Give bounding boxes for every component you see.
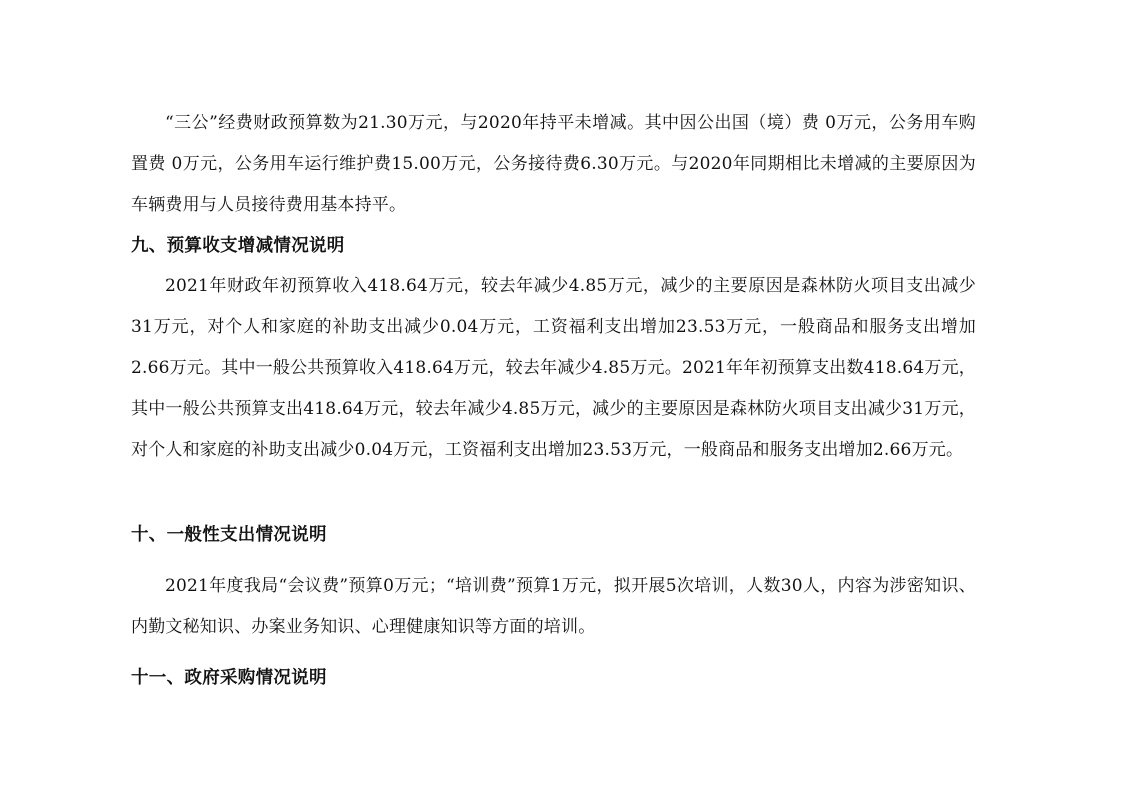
section-heading-general-expenditure: 十、一般性支出情况说明 [131, 525, 327, 545]
paragraph-budget-changes: 2021年财政年初预算收入418.64万元，较去年减少4.85万元，减少的主要原因是森林防火项目支出减少31万元，对个人和家庭的补助支出减少0.04万元，工资福利支出增加23.53万元，一般商品和服务支出增加2.66万元。其中一般公共预算收入418.64万元，较去年减少4.85万元。2021年年初预算支出数418.64万元，其中一般公共预算支出418.64万元，较去年减少4.85万元，减少的主要原因是森林防火项目支出减少31万元，对个人和家庭的补助支出减少0.04万元，工资福利支出增加23.53万元，一般商品和服务支出增加2.66万元。 [131, 276, 976, 460]
section-heading-government-procurement: 十一、政府采购情况说明 [131, 668, 327, 688]
section-heading-budget-changes: 九、预算收支增减情况说明 [131, 236, 345, 256]
paragraph-general-expenditure: 2021年度我局“会议费”预算0万元；“培训费”预算1万元，拟开展5次培训，人数30人，内容为涉密知识、内勤文秘知识、办案业务知识、心理健康知识等方面的培训。 [131, 576, 976, 637]
paragraph-sangong-expenses: “三公”经费财政预算数为21.30万元，与2020年持平未增减。其中因公出国（境）费 0万元，公务用车购置费 0万元，公务用车运行维护费15.00万元，公务接待费6.30万元。与2020年同期相比未增减的主要原因为车辆费用与人员接待费用基本持平。 [131, 113, 976, 215]
